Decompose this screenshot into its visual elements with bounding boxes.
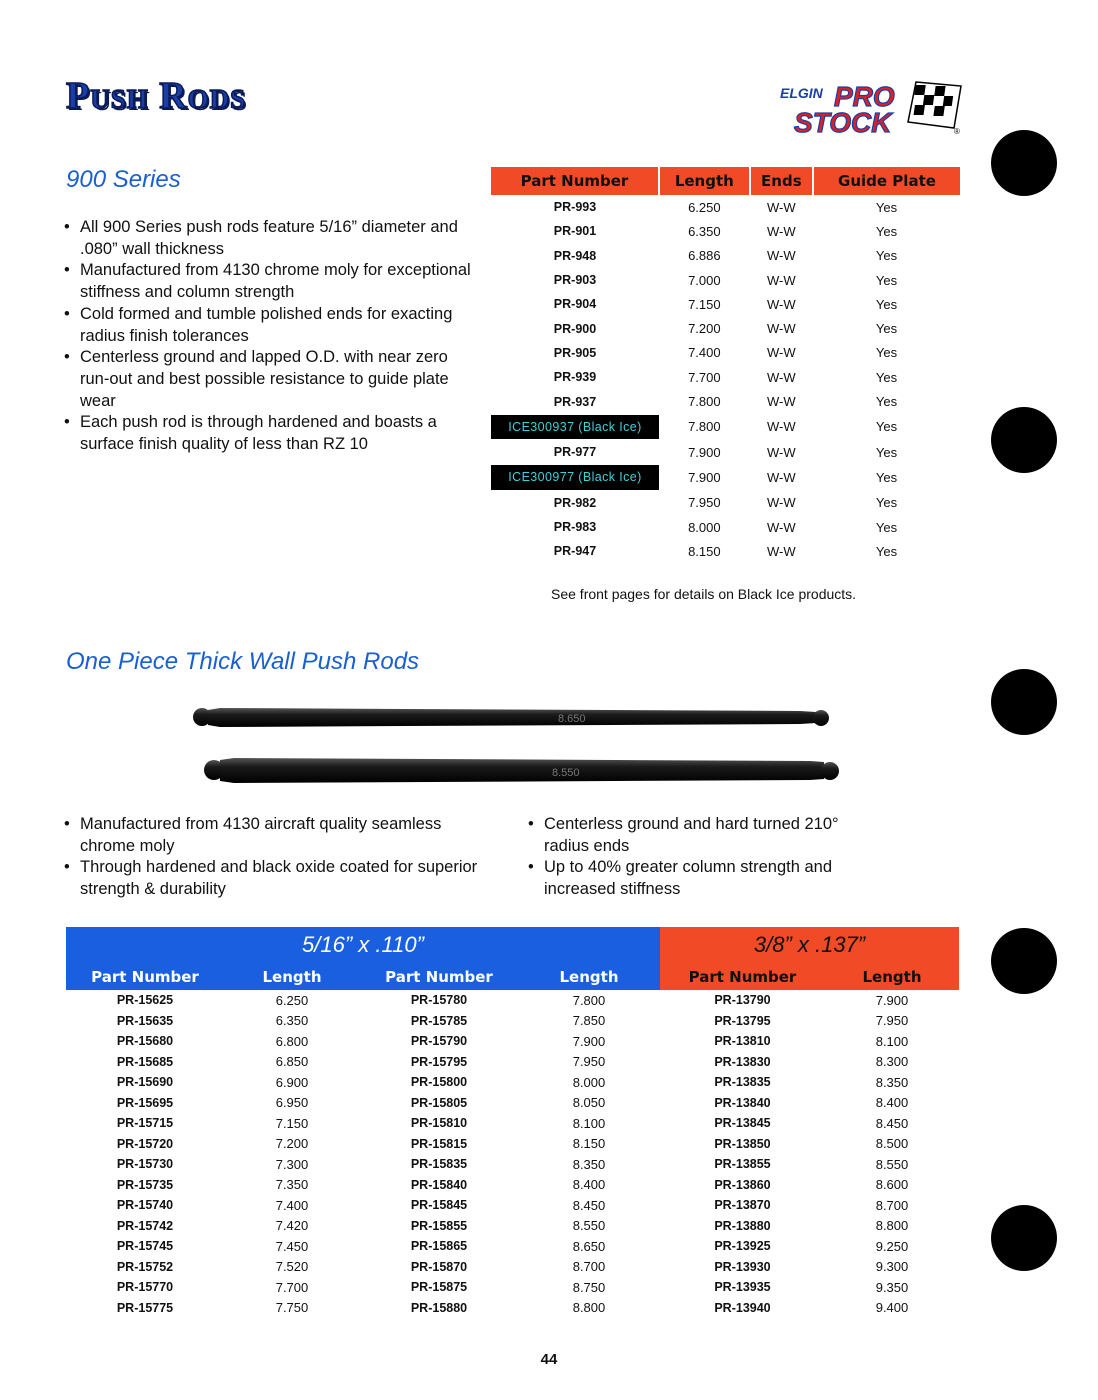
length-cell: 6.250 (688, 199, 721, 215)
part-number-cell: PR-15875 (410, 1280, 468, 1295)
guide-plate-cell: Yes (875, 223, 898, 239)
thickwall-table-body (66, 990, 959, 1318)
list-item: • Cold formed and tumble polished ends for exacting radius finish tolerances (64, 304, 474, 347)
length-cell: 7.200 (275, 1136, 309, 1152)
length-cell: 6.800 (275, 1033, 309, 1049)
length-cell: 8.550 (875, 1156, 909, 1172)
part-number-cell: PR-13935 (714, 1280, 771, 1295)
ends-cell: W-W (767, 494, 796, 510)
logo-registered-mark: ® (954, 127, 960, 136)
table-row (66, 1134, 959, 1155)
part-number-cell: PR-15795 (410, 1054, 468, 1069)
table-row (491, 515, 960, 539)
guide-plate-cell: Yes (875, 394, 898, 410)
ends-cell: W-W (767, 272, 796, 288)
guide-plate-cell: Yes (875, 321, 898, 337)
ends-cell: W-W (767, 345, 796, 361)
table-row (491, 365, 960, 389)
length-cell: 6.950 (275, 1095, 309, 1111)
part-number-cell: PR-15805 (410, 1095, 468, 1110)
table-row (66, 1113, 959, 1134)
column-header-length: Length (825, 963, 959, 990)
part-number-cell: PR-977 (553, 445, 597, 460)
table-row (66, 1154, 959, 1175)
table-row (491, 490, 960, 515)
part-number-cell: PR-15740 (116, 1198, 174, 1213)
length-cell: 8.800 (875, 1218, 909, 1234)
guide-plate-cell: Yes (875, 543, 898, 559)
table-row (491, 439, 960, 464)
list-item: • Through hardened and black oxide coated for superior strength & durability (64, 857, 494, 900)
length-cell: 7.800 (688, 394, 721, 410)
part-number-cell: PR-15715 (116, 1116, 174, 1131)
part-number-cell: PR-993 (553, 200, 597, 215)
part-number-cell: PR-15785 (410, 1013, 468, 1028)
part-number-cell: PR-982 (553, 495, 597, 510)
part-number-cell: PR-947 (553, 544, 597, 559)
length-cell: 9.400 (875, 1300, 909, 1316)
length-cell: 7.950 (572, 1054, 606, 1070)
column-header-part-number: Part Number (660, 963, 825, 990)
table-row (491, 292, 960, 316)
length-cell: 7.420 (275, 1218, 309, 1234)
part-number-cell: PR-903 (553, 273, 597, 288)
length-cell: 6.350 (688, 223, 721, 239)
list-item: • Centerless ground and hard turned 210° radius ends (528, 814, 888, 857)
part-number-cell: PR-13835 (714, 1075, 771, 1090)
part-number-cell: PR-15745 (116, 1239, 174, 1254)
length-cell: 8.750 (572, 1279, 606, 1295)
length-cell: 8.400 (875, 1095, 909, 1111)
length-cell: 7.400 (275, 1197, 309, 1213)
table-row (66, 1175, 959, 1196)
series900-table-body (491, 195, 960, 563)
part-number-cell: PR-13855 (714, 1157, 771, 1172)
length-cell: 8.400 (572, 1177, 606, 1193)
table-row (66, 990, 959, 1011)
length-cell: 7.400 (688, 345, 721, 361)
logo-text-elgin: ELGIN (780, 85, 823, 101)
table-row (491, 219, 960, 243)
length-cell: 7.350 (275, 1177, 309, 1193)
length-cell: 8.450 (572, 1197, 606, 1213)
length-cell: 7.150 (688, 296, 721, 312)
guide-plate-cell: Yes (875, 469, 898, 485)
table-row (66, 1236, 959, 1257)
part-number-cell: PR-15835 (410, 1157, 468, 1172)
length-cell: 7.900 (688, 444, 721, 460)
column-header-length: Length (518, 963, 660, 990)
black-ice-note: See front pages for details on Black Ice products. (551, 586, 857, 602)
part-number-cell: PR-901 (553, 224, 597, 239)
length-cell: 8.600 (875, 1177, 909, 1193)
table-row (491, 316, 960, 340)
part-number-cell: PR-13940 (714, 1300, 771, 1315)
table-row (66, 1072, 959, 1093)
ends-cell: W-W (767, 519, 796, 535)
length-cell: 8.500 (875, 1136, 909, 1152)
length-cell: 6.250 (275, 992, 309, 1008)
length-cell: 8.100 (572, 1115, 606, 1131)
guide-plate-cell: Yes (875, 296, 898, 312)
push-rod-upper (193, 708, 829, 727)
part-number-cell: PR-15870 (410, 1259, 468, 1274)
part-number-cell: PR-15720 (116, 1136, 174, 1151)
series900-heading: 900 Series (66, 166, 181, 193)
column-header-row (66, 963, 959, 990)
length-cell: 7.200 (688, 321, 721, 337)
part-number-cell: PR-904 (553, 297, 597, 312)
part-number-cell: PR-15815 (410, 1136, 468, 1151)
table-header-row (491, 167, 960, 195)
length-cell: 7.900 (875, 992, 909, 1008)
length-cell: 7.150 (275, 1115, 309, 1131)
ends-cell: W-W (767, 296, 796, 312)
table-row (66, 1052, 959, 1073)
part-number-cell: PR-15790 (410, 1034, 468, 1049)
part-number-cell: ICE300937 (Black Ice) (491, 414, 659, 439)
length-cell: 8.100 (875, 1033, 909, 1049)
column-header-ends: Ends (750, 167, 813, 195)
page-number: 44 (540, 1351, 558, 1368)
logo-text-pro: PRO (834, 81, 895, 112)
length-cell: 8.700 (572, 1259, 606, 1275)
rod-label-upper: 8.650 (558, 713, 586, 725)
guide-plate-cell: Yes (875, 444, 898, 460)
size-header-5-16: 5/16” x .110” (66, 927, 660, 963)
ends-cell: W-W (767, 543, 796, 559)
ends-cell: W-W (767, 444, 796, 460)
length-cell: 8.150 (688, 543, 721, 559)
part-number-cell: PR-13790 (714, 993, 771, 1008)
table-row (491, 244, 960, 268)
part-number-cell: PR-15880 (410, 1300, 468, 1315)
part-number-cell: PR-15742 (116, 1218, 174, 1233)
guide-plate-cell: Yes (875, 345, 898, 361)
binder-hole (991, 1205, 1057, 1271)
length-cell: 8.000 (572, 1074, 606, 1090)
table-row (66, 1298, 959, 1319)
guide-plate-cell: Yes (875, 272, 898, 288)
part-number-cell: PR-15695 (116, 1095, 174, 1110)
length-cell: 7.950 (688, 494, 721, 510)
table-row (491, 414, 960, 439)
guide-plate-cell: Yes (875, 369, 898, 385)
ends-cell: W-W (767, 248, 796, 264)
length-cell: 7.900 (688, 469, 721, 485)
ends-cell: W-W (767, 321, 796, 337)
part-number-cell: PR-937 (553, 394, 597, 409)
series900-table (491, 167, 960, 563)
elgin-pro-stock-logo (776, 76, 966, 138)
part-number-cell: PR-13840 (714, 1095, 771, 1110)
length-cell: 8.650 (572, 1238, 606, 1254)
length-cell: 9.300 (875, 1259, 909, 1275)
binder-hole (991, 669, 1057, 735)
part-number-cell: PR-15775 (116, 1300, 174, 1315)
part-number-cell: PR-15855 (410, 1218, 468, 1233)
table-row (491, 539, 960, 563)
list-item: • Each push rod is through hardened and boasts a surface finish quality of less than RZ 10 (64, 412, 474, 455)
list-item: • Manufactured from 4130 aircraft quality seamless chrome moly (64, 814, 494, 857)
part-number-cell: PR-15730 (116, 1157, 174, 1172)
length-cell: 9.350 (875, 1279, 909, 1295)
length-cell: 7.000 (688, 272, 721, 288)
part-number-cell: PR-15690 (116, 1075, 174, 1090)
thickwall-heading: One Piece Thick Wall Push Rods (66, 648, 420, 675)
part-number-cell: PR-13795 (714, 1013, 771, 1028)
thickwall-table (66, 927, 959, 1318)
thickwall-bullets-left (64, 814, 494, 901)
part-number-cell: PR-13850 (714, 1136, 771, 1151)
table-row (66, 1277, 959, 1298)
part-number-cell: PR-13925 (714, 1239, 771, 1254)
list-item: • Up to 40% greater column strength and increased stiffness (528, 857, 888, 900)
part-number-cell: PR-15810 (410, 1116, 468, 1131)
table-row (66, 1257, 959, 1278)
part-number-cell: PR-15865 (410, 1239, 468, 1254)
table-row (66, 1093, 959, 1114)
guide-plate-cell: Yes (875, 248, 898, 264)
table-row (491, 195, 960, 219)
length-cell: 7.700 (688, 369, 721, 385)
part-number-cell: PR-15625 (116, 993, 174, 1008)
column-header-part-number: Part Number (491, 167, 659, 195)
length-cell: 8.550 (572, 1218, 606, 1234)
list-item: • Manufactured from 4130 chrome moly for exceptional stiffness and column strength (64, 260, 474, 303)
guide-plate-cell: Yes (875, 199, 898, 215)
push-rods-image (190, 700, 840, 790)
guide-plate-cell: Yes (875, 419, 898, 435)
part-number-cell: PR-13845 (714, 1116, 771, 1131)
part-number-cell: PR-15845 (410, 1198, 468, 1213)
part-number-cell: PR-900 (553, 321, 597, 336)
guide-plate-cell: Yes (875, 519, 898, 535)
part-number-cell: PR-13930 (714, 1259, 771, 1274)
length-cell: 6.900 (275, 1074, 309, 1090)
part-number-cell: PR-15770 (116, 1280, 174, 1295)
guide-plate-cell: Yes (875, 494, 898, 510)
length-cell: 7.950 (875, 1013, 909, 1029)
part-number-cell: PR-15685 (116, 1054, 174, 1069)
length-cell: 7.750 (275, 1300, 309, 1316)
part-number-cell: PR-13870 (714, 1198, 771, 1213)
length-cell: 7.800 (572, 992, 606, 1008)
table-row (66, 1216, 959, 1237)
length-cell: 7.900 (572, 1033, 606, 1049)
part-number-cell: PR-13830 (714, 1054, 771, 1069)
length-cell: 8.350 (572, 1156, 606, 1172)
table-row (66, 1011, 959, 1032)
table-row (491, 465, 960, 490)
length-cell: 8.700 (875, 1197, 909, 1213)
part-number-cell: PR-15800 (410, 1075, 468, 1090)
checkered-flag-icon (908, 82, 961, 128)
logo-text-stock: STOCK (794, 107, 892, 138)
part-number-cell: PR-13880 (714, 1218, 771, 1233)
ends-cell: W-W (767, 469, 796, 485)
length-cell: 6.350 (275, 1013, 309, 1029)
length-cell: 7.450 (275, 1238, 309, 1254)
part-number-cell: PR-905 (553, 345, 597, 360)
length-cell: 8.350 (875, 1074, 909, 1090)
part-number-cell: PR-15840 (410, 1177, 468, 1192)
length-cell: 7.700 (275, 1279, 309, 1295)
part-number-cell: ICE300977 (Black Ice) (491, 465, 659, 490)
page-title: Push Rods (66, 75, 247, 117)
ends-cell: W-W (767, 419, 796, 435)
length-cell: 8.300 (875, 1054, 909, 1070)
length-cell: 9.250 (875, 1238, 909, 1254)
part-number-cell: PR-13860 (714, 1177, 771, 1192)
column-header-part-number: Part Number (360, 963, 518, 990)
ends-cell: W-W (767, 223, 796, 239)
length-cell: 8.050 (572, 1095, 606, 1111)
binder-hole (991, 130, 1057, 196)
length-cell: 6.850 (275, 1054, 309, 1070)
table-row (491, 389, 960, 414)
list-item: • All 900 Series push rods feature 5/16” diameter and .080” wall thickness (64, 217, 474, 260)
rod-label-lower: 8.550 (552, 767, 580, 779)
size-header-3-8: 3/8” x .137” (660, 927, 959, 963)
part-number-cell: PR-983 (553, 520, 597, 534)
list-item: • Centerless ground and lapped O.D. with near zero run-out and best possible resistance to guide plate wear (64, 347, 474, 412)
length-cell: 8.450 (875, 1115, 909, 1131)
binder-hole (991, 407, 1057, 473)
table-row (491, 268, 960, 292)
column-header-guide-plate: Guide Plate (813, 167, 960, 195)
ends-cell: W-W (767, 369, 796, 385)
part-number-cell: PR-15752 (116, 1259, 174, 1274)
length-cell: 6.886 (688, 248, 721, 264)
part-number-cell: PR-15735 (116, 1177, 174, 1192)
column-header-length: Length (224, 963, 360, 990)
part-number-cell: PR-13810 (714, 1034, 771, 1049)
binder-hole (991, 928, 1057, 994)
table-row (66, 1195, 959, 1216)
part-number-cell: PR-939 (553, 370, 597, 385)
length-cell: 8.000 (688, 519, 721, 535)
column-header-part-number: Part Number (66, 963, 224, 990)
length-cell: 7.800 (688, 419, 721, 435)
table-row (66, 1031, 959, 1052)
part-number-cell: PR-15680 (116, 1034, 174, 1049)
table-row (491, 341, 960, 365)
size-header-row (66, 927, 959, 963)
column-header-length: Length (659, 167, 750, 195)
ends-cell: W-W (767, 394, 796, 410)
length-cell: 7.850 (572, 1013, 606, 1029)
length-cell: 8.150 (572, 1136, 606, 1152)
thickwall-bullets-right (528, 814, 888, 901)
part-number-cell: PR-15780 (410, 993, 468, 1008)
ends-cell: W-W (767, 199, 796, 215)
series900-bullets (64, 217, 474, 456)
length-cell: 8.800 (572, 1300, 606, 1316)
part-number-cell: PR-948 (553, 248, 597, 263)
length-cell: 7.300 (275, 1156, 309, 1172)
push-rod-lower (204, 758, 839, 783)
part-number-cell: PR-15635 (116, 1013, 174, 1028)
length-cell: 7.520 (275, 1259, 309, 1275)
